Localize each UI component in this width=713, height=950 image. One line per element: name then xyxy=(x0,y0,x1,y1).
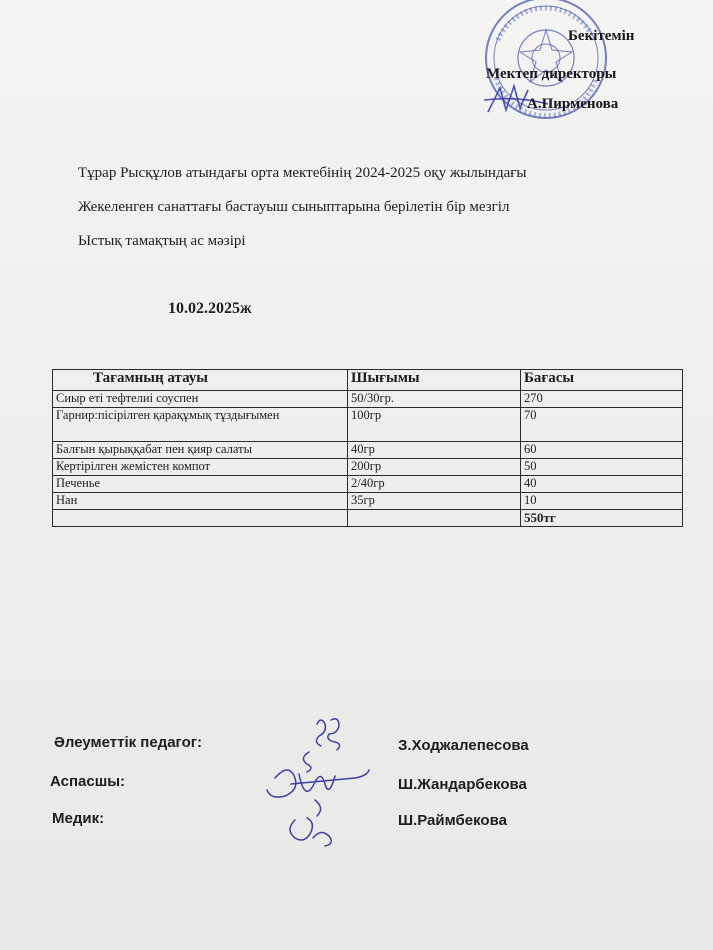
total-row xyxy=(53,510,683,527)
dish-yield: 50/30гр. xyxy=(348,391,521,408)
dish-yield: 100гр xyxy=(348,408,521,442)
dish-yield: 35гр xyxy=(348,493,521,510)
dish-yield: 2/40гр xyxy=(348,476,521,493)
table-row xyxy=(53,408,683,442)
total-price: 550тг xyxy=(521,510,683,527)
approval-title: Бекітемін xyxy=(568,28,635,44)
table-row xyxy=(53,476,683,493)
role-social-pedagogue: Әлеуметтік педагог: xyxy=(54,734,203,751)
total-empty-cell xyxy=(348,510,521,527)
role-cook: Аспасшы: xyxy=(50,773,126,790)
approval-position: Мектеп директоры xyxy=(486,66,617,82)
table-row xyxy=(53,459,683,476)
table-row xyxy=(53,442,683,459)
dish-price: 60 xyxy=(521,442,683,459)
dish-price: 10 xyxy=(521,493,683,510)
dish-price: 70 xyxy=(521,408,683,442)
handwritten-signatures xyxy=(255,712,375,862)
menu-date: 10.02.2025ж xyxy=(168,300,252,317)
menu-table xyxy=(52,369,683,527)
header-price: Бағасы xyxy=(521,370,683,391)
dish-price: 270 xyxy=(521,391,683,408)
dish-name: Сиыр еті тефтелиі соуспен xyxy=(53,391,348,408)
heading-line-3: Ыстық тамақтың ас мәзірі xyxy=(78,233,246,249)
dish-name: Печенье xyxy=(53,476,348,493)
approval-director-name: А.Пирменова xyxy=(527,96,619,112)
dish-price: 40 xyxy=(521,476,683,493)
table-row xyxy=(53,493,683,510)
header-dish-name: Тағамның атауы xyxy=(53,370,348,391)
dish-name: Гарнир:пісірілген қарақұмық тұздығымен xyxy=(53,408,348,442)
name-cook: Ш.Жандарбекова xyxy=(398,776,527,793)
table-row xyxy=(53,391,683,408)
dish-price: 50 xyxy=(521,459,683,476)
dish-yield: 200гр xyxy=(348,459,521,476)
role-medic: Медик: xyxy=(52,810,105,827)
total-empty-cell xyxy=(53,510,348,527)
name-social-pedagogue: З.Ходжалепесова xyxy=(398,737,529,754)
header-yield: Шығымы xyxy=(348,370,521,391)
dish-name: Балғын қырыққабат пен қияр салаты xyxy=(53,442,348,459)
dish-name: Нан xyxy=(53,493,348,510)
dish-yield: 40гр xyxy=(348,442,521,459)
table-header-row xyxy=(53,370,683,391)
name-medic: Ш.Раймбекова xyxy=(398,812,507,829)
dish-name: Кертірілген жемістен компот xyxy=(53,459,348,476)
heading-line-1: Тұрар Рысқұлов атындағы орта мектебінің 2024-2025 оқу жылындағы xyxy=(78,165,527,181)
heading-line-2: Жекеленген санаттағы бастауыш сыныптарына берілетін бір мезгіл xyxy=(78,199,510,215)
